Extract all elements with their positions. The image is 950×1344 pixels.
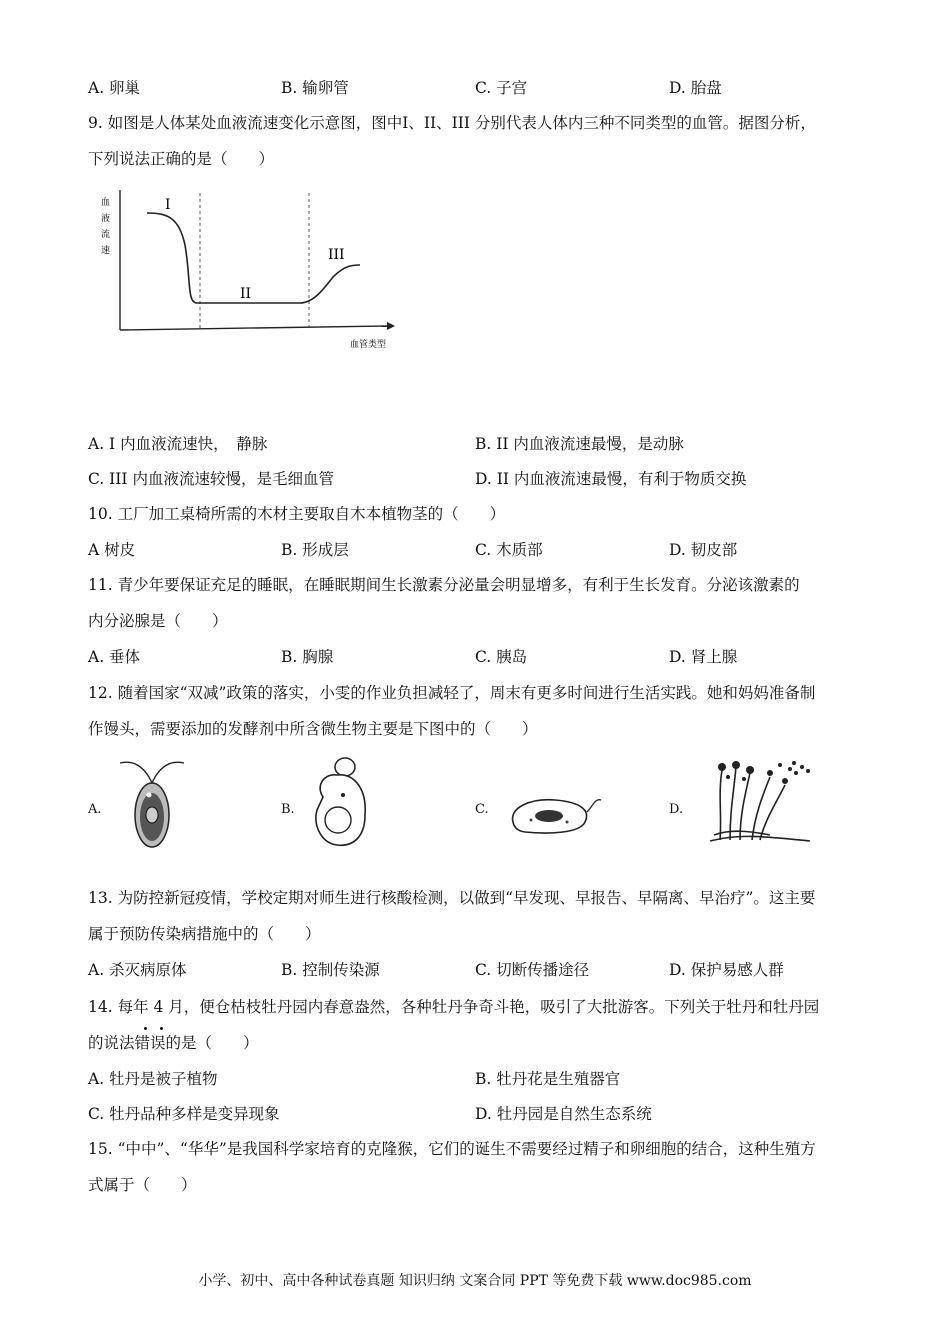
q14-stem-line1: 14. 每年 4 月，便仓枯枝牡丹园内春意盎然，各种牡丹争奇斗艳，吸引了大批游客。下列关于牡丹和牡丹园 bbox=[88, 998, 820, 1016]
q11-stem-line2: 内分泌腺是（ ） bbox=[88, 612, 228, 630]
q10-stem: 10. 工厂加工桌椅所需的木材主要取自木本植物茎的（ ） bbox=[88, 505, 506, 523]
y-axis-label-2: 液 bbox=[101, 214, 111, 224]
q8-option-c: C. 子宫 bbox=[475, 79, 528, 97]
region-label-i: I bbox=[165, 197, 171, 213]
q13-option-d: D. 保护易感人群 bbox=[669, 961, 784, 979]
q9-blood-flow-figure bbox=[95, 185, 415, 355]
q15-stem-line1: 15. “中中”、“华华”是我国科学家培育的克隆猴，它们的诞生不需要经过精子和卵细胞的结合，这种生殖方 bbox=[88, 1140, 816, 1158]
q12-mold-image bbox=[700, 755, 820, 845]
q12-bacterium-image bbox=[505, 790, 605, 840]
q13-option-a: A. 杀灭病原体 bbox=[88, 961, 187, 979]
q9-option-d: D. II 内血液流速最慢，有利于物质交换 bbox=[475, 470, 747, 488]
q12-algae-image bbox=[112, 755, 192, 855]
q12-yeast-image bbox=[305, 755, 375, 855]
x-axis-label: 血管类型 bbox=[350, 340, 387, 350]
q13-stem-line1: 13. 为防控新冠疫情，学校定期对师生进行核酸检测，以做到“早发现、早报告、早隔离、早治疗”。这主要 bbox=[88, 889, 816, 907]
q12-option-d-label: D. bbox=[669, 802, 684, 817]
q9-option-a: A. I 内血液流速快， 静脉 bbox=[88, 435, 268, 453]
q13-option-c: C. 切断传播途径 bbox=[475, 961, 590, 979]
q15-stem-line2: 式属于（ ） bbox=[88, 1176, 197, 1194]
q10-option-b: B. 形成层 bbox=[281, 541, 349, 559]
q8-option-a: A. 卵巢 bbox=[88, 79, 141, 97]
q12-option-b-label: B. bbox=[281, 802, 295, 817]
q13-option-b: B. 控制传染源 bbox=[281, 961, 380, 979]
q9-option-c: C. III 内血液流速较慢，是毛细血管 bbox=[88, 470, 334, 488]
q14-stem-line2: 的说法错误的是（ ） bbox=[88, 1034, 259, 1052]
q11-option-c: C. 胰岛 bbox=[475, 648, 528, 666]
q12-stem-line1: 12. 随着国家“双减”政策的落实，小雯的作业负担减轻了，周末有更多时间进行生活实践。她和妈妈准备制 bbox=[88, 684, 816, 702]
emphasis-dot bbox=[144, 1027, 147, 1030]
y-axis-label-1: 血 bbox=[101, 198, 111, 208]
q14-option-c: C. 牡丹品种多样是变异现象 bbox=[88, 1105, 280, 1123]
q14-option-d: D. 牡丹园是自然生态系统 bbox=[475, 1105, 652, 1123]
q11-option-d: D. 肾上腺 bbox=[669, 648, 738, 666]
q8-option-d: D. 胎盘 bbox=[669, 79, 722, 97]
q9-stem-line1: 9. 如图是人体某处血液流速变化示意图，图中I、II、III 分别代表人体内三种不同类型的血管。据图分析， bbox=[88, 114, 816, 132]
q11-option-a: A. 垂体 bbox=[88, 648, 141, 666]
y-axis-label-4: 速 bbox=[101, 246, 111, 256]
q12-option-a-label: A. bbox=[88, 802, 102, 817]
q12-option-c-label: C. bbox=[475, 802, 489, 817]
q14-option-a: A. 牡丹是被子植物 bbox=[88, 1070, 218, 1088]
q10-option-d: D. 韧皮部 bbox=[669, 541, 738, 559]
q9-option-b: B. II 内血液流速最慢，是动脉 bbox=[475, 435, 684, 453]
q11-stem-line1: 11. 青少年要保证充足的睡眠，在睡眠期间生长激素分泌量会明显增多，有利于生长发育。分泌该激素的 bbox=[88, 576, 800, 594]
y-axis-label-3: 流 bbox=[101, 230, 111, 240]
q10-option-a: A 树皮 bbox=[88, 541, 136, 559]
q13-stem-line2: 属于预防传染病措施中的（ ） bbox=[88, 925, 321, 943]
q14-option-b: B. 牡丹花是生殖器官 bbox=[475, 1070, 621, 1088]
q10-option-c: C. 木质部 bbox=[475, 541, 543, 559]
q11-option-b: B. 胸腺 bbox=[281, 648, 334, 666]
q9-stem-line2: 下列说法正确的是（ ） bbox=[88, 150, 275, 168]
q12-stem-line2: 作馒头，需要添加的发酵剂中所含微生物主要是下图中的（ ） bbox=[88, 720, 538, 738]
emphasis-dot bbox=[160, 1027, 163, 1030]
region-label-ii: II bbox=[240, 286, 252, 302]
page-footer: 小学、初中、高中各种试卷真题 知识归纳 文案合同 PPT 等免费下载 www.doc985.com bbox=[198, 1273, 752, 1289]
q8-option-b: B. 输卵管 bbox=[281, 79, 349, 97]
region-label-iii: III bbox=[328, 247, 345, 263]
